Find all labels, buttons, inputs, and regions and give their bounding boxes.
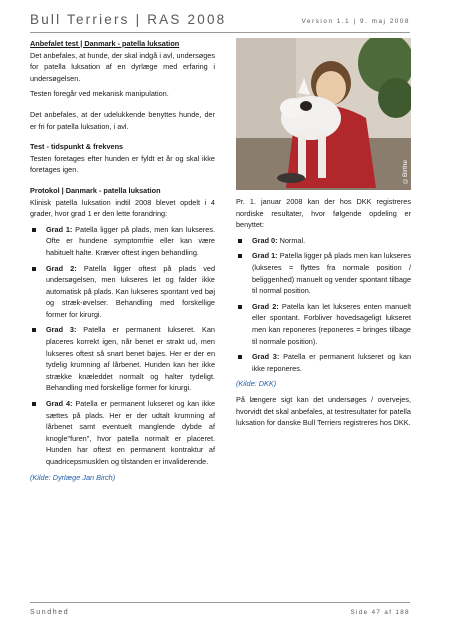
grade-text: Patella ligger på plads, men kan lukseres. Ofte er hundene symptomfrie eller kan være habituelt halte. Kræver oftest ingen behandling. bbox=[46, 224, 215, 257]
grade-text: Normal. bbox=[279, 235, 306, 245]
source-citation: (Kilde: DKK) bbox=[236, 379, 277, 389]
list-item bbox=[236, 301, 411, 347]
bullet-icon bbox=[238, 355, 242, 359]
grade-text: Patella er permanent lukseret og kan ikke reponeres. bbox=[252, 352, 411, 373]
grade-list-clinical bbox=[30, 224, 215, 468]
bullet-icon bbox=[32, 328, 36, 332]
grade-text: Patella ligger oftest på plads ved undersøgelsen, men lukseres let og falder ikke automatisk på plads. Kan lukseres spontant ved bøj og stræk-øvelser. Behandling med forskellige former for kirurgi. bbox=[46, 263, 216, 319]
list-item bbox=[30, 224, 215, 259]
grade-text: Patella kan let lukseres enten manuelt eller spontant. Forbliver hovedsageligt lukseret men kan reponeres (reponeres = bringes tilbage til normale position). bbox=[252, 301, 412, 346]
list-item bbox=[236, 351, 411, 374]
paragraph: Det anbefales, at hunde, der skal indgå i avl, undersøges for patella luksation af en dyrlæge med erfaring i undersøgelsen. bbox=[30, 50, 215, 83]
list-item bbox=[30, 263, 215, 321]
grade-label: Grad 1: bbox=[46, 224, 73, 234]
bullet-icon bbox=[32, 228, 36, 232]
photo-boy-with-bull-terrier bbox=[236, 38, 411, 190]
footer-divider bbox=[30, 602, 410, 603]
paragraph: Klinisk patella luksation indtil 2008 blevet opdelt i 4 grader, hvor grad 1 er den lette forandring: bbox=[30, 197, 215, 219]
header-divider bbox=[30, 32, 410, 33]
paragraph: Pr. 1. januar 2008 kan der hos DKK registreres nordiske resultater, hvor følgende opdeling er benyttet: bbox=[236, 197, 411, 230]
section-heading-test-timing: Test - tidspunkt & frekvens bbox=[30, 142, 124, 152]
photo-credit: ©Birthe bbox=[402, 160, 409, 184]
bullet-icon bbox=[32, 402, 36, 406]
grade-list-nordic bbox=[236, 235, 411, 375]
document-version: Version 1.1 | 9. maj 2008 bbox=[301, 18, 410, 25]
grade-text: Patella er permanent lukseret. Kan placeres korrekt igen, når benet er strakt ud, men lukseres oftest så snart benet bøjes. Her er der en tydelig krumning af lårbenet. Hunden kan her ikke strække knæleddet normalt og halter tydeligt. Behandling med forskellige former for kirurgi. bbox=[46, 325, 215, 393]
grade-label: Grad 2: bbox=[252, 301, 279, 311]
list-item bbox=[236, 250, 411, 296]
grade-label: Grad 0: bbox=[252, 235, 278, 245]
paragraph: Det anbefales, at der udelukkende benyttes hunde, der er fri for patella luksation, i avl. bbox=[30, 109, 215, 131]
right-column bbox=[236, 196, 411, 433]
list-item bbox=[30, 324, 215, 394]
document-title: Bull Terriers | RAS 2008 bbox=[30, 12, 227, 27]
grade-text: Patella ligger på plads men kan lukseres (lukseres = flyttes fra normale position / beliggenhed) manuelt og vender spontant tilbage til normal position. bbox=[252, 251, 412, 296]
bullet-icon bbox=[238, 239, 242, 243]
footer-section: Sundhed bbox=[30, 609, 70, 616]
grade-label: Grad 3: bbox=[252, 352, 280, 362]
photo-illustration bbox=[236, 38, 411, 190]
footer-page-number: Side 47 af 188 bbox=[350, 609, 410, 616]
grade-label: Grad 2: bbox=[46, 263, 77, 273]
paragraph: På længere sigt kan det undersøges / overvejes, hvorvidt det skal anbefales, at testresultater for patella luksation for danske Bull Terriers registreres hos DKK. bbox=[236, 394, 411, 428]
bullet-icon bbox=[238, 305, 242, 309]
paragraph: Testen foregår ved mekanisk manipulation. bbox=[30, 89, 169, 99]
section-heading-recommended-test: Anbefalet test | Danmark - patella luksation bbox=[30, 39, 180, 48]
grade-label: Grad 3: bbox=[46, 325, 77, 335]
grade-label: Grad 1: bbox=[252, 251, 278, 261]
paragraph: Testen foretages efter hunden er fyldt et år og skal ikke foretages igen. bbox=[30, 153, 215, 175]
bullet-icon bbox=[32, 267, 36, 271]
grade-text: Patella er permanent lukseret og kan ikke sættes på plads. Her er der udtalt krumning af lårbenet samt eventuelt manglende dybde af knogle"furen", hvor patella normalt er placeret. Hunden har oftest en permanent kontraktur af quadricepsmusklen og tilstanden er invaliderende. bbox=[46, 399, 215, 466]
list-item bbox=[30, 398, 215, 468]
bullet-icon bbox=[238, 254, 242, 258]
source-citation: (Kilde: Dyrlæge Jan Birch) bbox=[30, 472, 116, 482]
grade-label: Grad 4: bbox=[46, 399, 73, 409]
section-heading-protocol: Protokol | Danmark - patella luksation bbox=[30, 185, 161, 195]
left-column bbox=[30, 38, 215, 487]
list-item bbox=[236, 235, 411, 247]
